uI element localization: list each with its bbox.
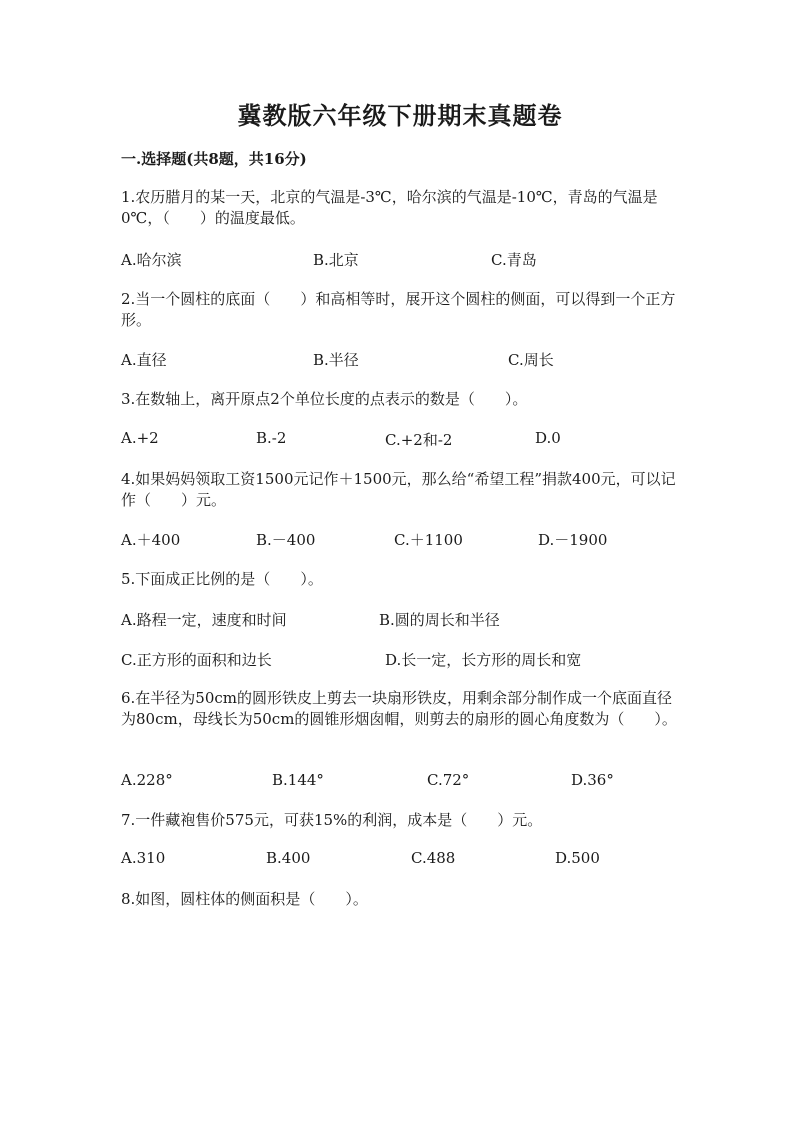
option-a[interactable]: A.直径 (121, 351, 167, 369)
option-b[interactable]: B.－400 (256, 531, 316, 549)
question-8: 8.如图，圆柱体的侧面积是（ ）。 (121, 890, 368, 908)
question-1: 1.农历腊月的某一天，北京的气温是-3℃，哈尔滨的气温是-10℃，青岛的气温是0℃，（ ）的温度最低。 (121, 188, 658, 227)
option-b[interactable]: B.-2 (256, 429, 287, 447)
option-c[interactable]: C.72° (427, 771, 470, 789)
option-b[interactable]: B.144° (272, 771, 324, 789)
option-c[interactable]: C.正方形的面积和边长 (121, 651, 272, 669)
question-2: 2.当一个圆柱的底面（ ）和高相等时，展开这个圆柱的侧面，可以得到一个正方形。 (121, 290, 676, 329)
option-a[interactable]: A.路程一定，速度和时间 (121, 611, 287, 629)
question-6: 6.在半径为50cm的圆形铁皮上剪去一块扇形铁皮，用剩余部分制作成一个底面直径为80cm，母线长为50cm的圆锥形烟囱帽，则剪去的扇形的圆心角度数为（ ）。 (121, 689, 677, 728)
option-a[interactable]: A.哈尔滨 (121, 251, 182, 269)
option-a[interactable]: A.+2 (121, 429, 159, 447)
option-c[interactable]: C.青岛 (491, 251, 537, 269)
option-a[interactable]: A.＋400 (121, 531, 181, 549)
option-b[interactable]: B.圆的周长和半径 (379, 611, 500, 629)
question-1-options (121, 249, 721, 271)
option-a[interactable]: A.310 (121, 849, 166, 867)
option-c[interactable]: C.＋1100 (394, 531, 463, 549)
option-c[interactable]: C.+2和-2 (385, 431, 453, 449)
question-3: 3.在数轴上，离开原点2个单位长度的点表示的数是（ ）。 (121, 390, 528, 408)
question-6-options (121, 771, 721, 793)
option-d[interactable]: D.36° (571, 771, 614, 789)
question-2-options (121, 349, 721, 371)
option-b[interactable]: B.北京 (313, 251, 359, 269)
question-5-options-row1 (121, 609, 721, 631)
option-d[interactable]: D.长一定，长方形的周长和宽 (385, 651, 582, 669)
option-d[interactable]: D.0 (535, 429, 561, 447)
option-d[interactable]: D.－1900 (538, 531, 608, 549)
question-3-options (121, 429, 721, 451)
option-b[interactable]: B.半径 (313, 351, 359, 369)
page-title: 冀教版六年级下册期末真题卷 (237, 101, 563, 130)
question-7: 7.一件藏袍售价575元，可获15%的利润，成本是（ ）元。 (121, 811, 543, 829)
question-4-options (121, 529, 721, 551)
option-d[interactable]: D.500 (555, 849, 600, 867)
question-7-options (121, 849, 721, 871)
question-5: 5.下面成正比例的是（ ）。 (121, 570, 323, 588)
option-b[interactable]: B.400 (266, 849, 311, 867)
question-4: 4.如果妈妈领取工资1500元记作＋1500元，那么给“希望工程”捐款400元，可以记作（ ）元。 (121, 470, 676, 509)
section-heading: 一.选择题(共8题，共16分) (121, 150, 307, 168)
option-c[interactable]: C.488 (411, 849, 456, 867)
question-5-options-row2 (121, 649, 721, 671)
option-c[interactable]: C.周长 (508, 351, 554, 369)
option-a[interactable]: A.228° (121, 771, 173, 789)
